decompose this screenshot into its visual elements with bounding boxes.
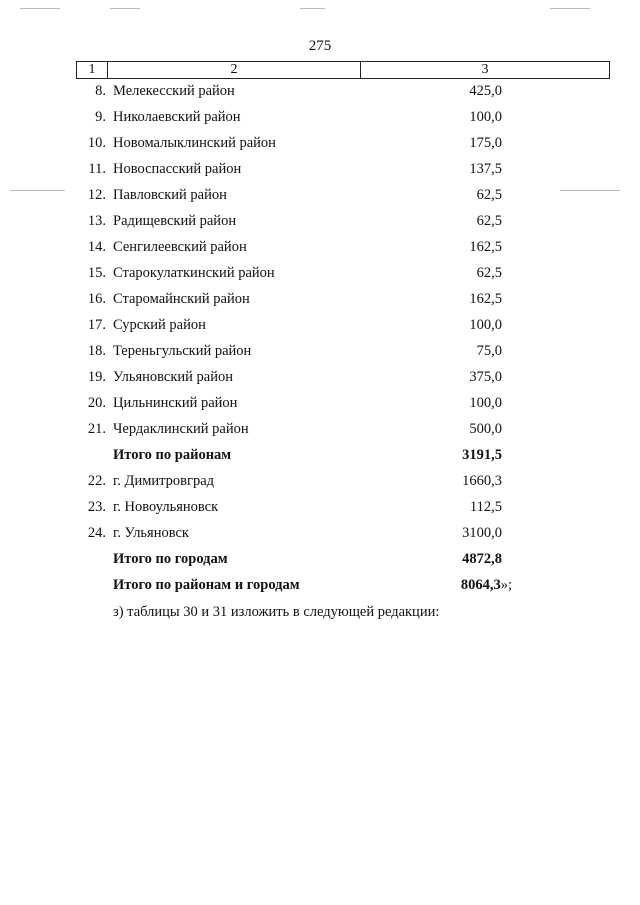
row-value-number: 425,0 (469, 83, 502, 99)
row-number: 8. (95, 83, 106, 99)
total-row (0, 546, 640, 572)
row-value (400, 156, 502, 182)
row-value-number: 3191,5 (462, 447, 502, 463)
row-number: 23. (87, 499, 106, 515)
row-number: 10. (87, 135, 106, 151)
row-value-number: 3100,0 (462, 525, 502, 541)
row-name: Николаевский район (113, 109, 241, 125)
row-number: 20. (87, 395, 106, 411)
row-number: 14. (87, 239, 106, 255)
row-value (400, 338, 502, 364)
row-name: Итого по городам (113, 551, 228, 567)
scan-artifact (10, 190, 65, 191)
table-row (0, 78, 640, 104)
row-value (400, 390, 502, 416)
row-value-number: 100,0 (469, 109, 502, 125)
table-row (0, 364, 640, 390)
row-name: Чердаклинский район (113, 421, 249, 437)
row-number: 15. (87, 265, 106, 281)
row-value-number: 162,5 (469, 239, 502, 255)
table-row (0, 104, 640, 130)
scan-artifact (110, 8, 140, 9)
row-value (400, 468, 502, 494)
row-value-number: 4872,8 (462, 551, 502, 567)
row-number: 17. (87, 317, 106, 333)
row-value (400, 260, 502, 286)
row-value-number: 375,0 (469, 369, 502, 385)
table-row (0, 312, 640, 338)
row-value (400, 104, 502, 130)
row-number: 13. (87, 213, 106, 229)
row-value (400, 442, 502, 468)
row-value-number: 62,5 (476, 187, 502, 203)
total-row (0, 572, 640, 598)
row-value-number: 62,5 (476, 265, 502, 281)
table-row (0, 338, 640, 364)
row-number: 21. (87, 421, 106, 437)
row-name: г. Новоульяновск (113, 499, 219, 515)
row-name: Новоспасский район (113, 161, 242, 177)
amendment-note: з) таблицы 30 и 31 изложить в следующей редакции: (113, 604, 440, 620)
row-value (400, 520, 502, 546)
row-number: 9. (95, 109, 106, 125)
row-value-suffix: »; (500, 577, 512, 593)
table-row (0, 390, 640, 416)
row-value (400, 78, 502, 104)
row-name: Новомалыклинский район (113, 135, 276, 151)
table-header (76, 61, 610, 79)
scan-artifact (560, 190, 620, 191)
table-row (0, 234, 640, 260)
scan-artifact (20, 8, 60, 9)
table-row (0, 130, 640, 156)
page-number: 275 (308, 38, 332, 54)
row-value-number: 1660,3 (462, 473, 502, 489)
row-number: 12. (87, 187, 106, 203)
scan-artifact (300, 8, 325, 9)
table-row (0, 156, 640, 182)
row-value (400, 572, 512, 598)
row-number: 19. (87, 369, 106, 385)
table-row (0, 416, 640, 442)
row-value (400, 416, 502, 442)
row-name: Старокулаткинский район (113, 265, 275, 281)
scan-artifact (550, 8, 590, 9)
table-row (0, 208, 640, 234)
row-value-number: 112,5 (469, 499, 502, 515)
row-name: Сенгилеевский район (113, 239, 247, 255)
row-name: г. Димитровград (113, 473, 215, 489)
row-name: Цильнинский район (113, 395, 238, 411)
table-row (0, 520, 640, 546)
row-name: Итого по районам и городам (113, 577, 300, 593)
row-value (400, 182, 502, 208)
table-row (0, 494, 640, 520)
row-name: Павловский район (113, 187, 227, 203)
row-value (400, 312, 502, 338)
row-number: 24. (87, 525, 106, 541)
row-value-number: 100,0 (469, 395, 502, 411)
row-value-number: 175,0 (469, 135, 502, 151)
row-value (400, 364, 502, 390)
row-value-number: 8064,3 (460, 577, 501, 593)
total-row (0, 442, 640, 468)
table-body (0, 78, 640, 598)
row-number: 16. (87, 291, 106, 307)
table-row (0, 468, 640, 494)
row-name: Итого по районам (113, 447, 232, 463)
row-value (400, 494, 502, 520)
row-value (400, 234, 502, 260)
row-value-number: 100,0 (469, 317, 502, 333)
header-col-3: 3 (361, 62, 610, 79)
header-col-1: 1 (77, 62, 108, 79)
table-row (0, 260, 640, 286)
row-value (400, 208, 502, 234)
row-number: 18. (87, 343, 106, 359)
row-value-number: 62,5 (476, 213, 502, 229)
row-name: г. Ульяновск (113, 525, 189, 541)
row-number: 22. (87, 473, 106, 489)
row-name: Тереньгульский район (113, 343, 252, 359)
row-value-number: 75,0 (476, 343, 502, 359)
row-number: 11. (88, 161, 106, 177)
row-name: Мелекесский район (113, 83, 235, 99)
row-value-number: 500,0 (469, 421, 502, 437)
row-value (400, 286, 502, 312)
row-value-number: 162,5 (469, 291, 502, 307)
row-value (400, 546, 502, 572)
row-name: Радищевский район (113, 213, 237, 229)
row-value (400, 130, 502, 156)
table-row (0, 286, 640, 312)
header-col-2: 2 (108, 62, 361, 79)
row-name: Ульяновский район (113, 369, 234, 385)
table-row (0, 182, 640, 208)
row-name: Сурский район (113, 317, 206, 333)
row-name: Старомайнский район (113, 291, 250, 307)
row-value-number: 137,5 (469, 161, 502, 177)
